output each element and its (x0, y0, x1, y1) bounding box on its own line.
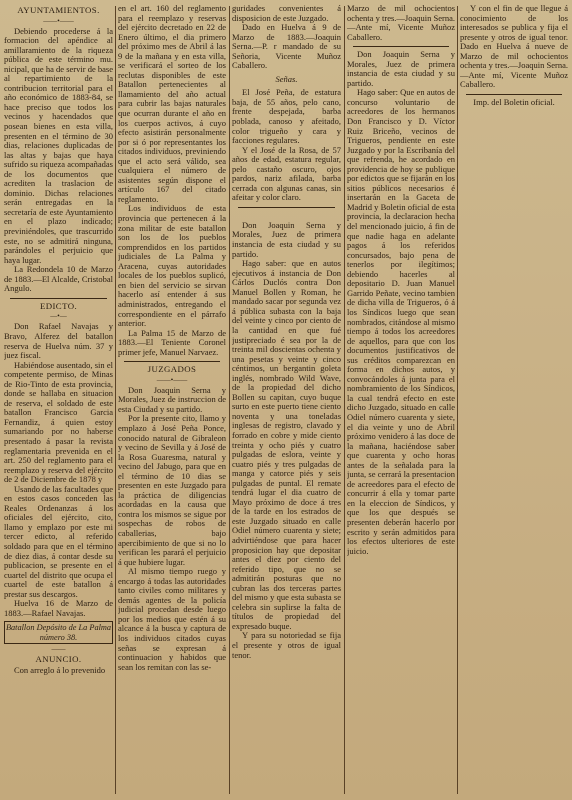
column-5 (460, 4, 568, 796)
ornament-divider: —•— (50, 312, 67, 321)
anuncio-paragraph-continued: en el art. 160 del reglamento para el reemplazo y reservas del ejército decretado en 22 de Enero último, el dia primero del próximo mes de Abril á las 9 de la mañana y en esta villa, se verificará el sorteo de los reclutas disponibles de este Batallon pertenecientes al llamamiento del año actual para cubrir las bajas naturales que ocurran durante el año en los cuerpos activos, á cuyo efecto asistirán personalmente por si ó por representantes los citados individuos, previniendo que el acto será válido, sea cualquiera el número de asistentes según dispone el artículo 167 del citado reglamento. (118, 4, 226, 204)
column-4 (347, 4, 455, 796)
batallon-heading-line: número 38. (39, 632, 78, 642)
juzgado-paragraph: Por la presente cito, llamo y emplazo á José Peña Ponce, conocido natural de Gibraleon y vecino de Sevilla y á José de la Rosa Guaresma, natural y vecino del Jabugo, para que en el término de 10 dias se presenten en este Juzgado para la práctica de diligencias acordadas en la causa que contra los mismos se sigue por sospechas de robos de caballerias, bajo apercibimiento de que si no lo verifican les parará el perjuicio á que hubiere lugar. (118, 413, 226, 567)
anuncio-paragraph: Los individuos de esta provincia que pertenecen á la zona militar de este batallon son los de los pueblos comprendidos en los partidos judiciales de La Palma y Aracena, cuyas autoridades locales de los pueblos suplicó, en bien del servicio se sirvan hacerlo así entender á sus administrados, entregando el correspondiente en el párrafo anterior. (118, 203, 226, 329)
section-title-edicto: EDICTO. (39, 300, 78, 311)
ornament-divider: —— (51, 645, 66, 654)
section-divider (124, 361, 220, 362)
edicto-paragraph: Usando de las facultades que en estos casos conceden las Reales Ordenanzas á los oficiales del ejército, cito, llamo y emplazo por este mi tercer edicto, al referido soldado para que en el término de diez dias, á contar desde su publicacion, se presente en el cuartel del distrito que ocupa el cuartel de este batallon á prestar sus descargos. (4, 483, 113, 599)
batallon-heading-box (4, 621, 113, 644)
anuncio-paragraph: Con arreglo á lo prevenido (14, 665, 106, 675)
senas-heading: Señas. (275, 73, 298, 84)
juzgado-signature: Dado en Huelva á 9 de Marzo de 1883.—Joaquin Serna.—P. r mandado de su Señoria, Vicente Muñoz Caballero. (232, 22, 341, 71)
batallon-heading-line: Batallon Depósito de La Palma (5, 623, 112, 633)
juzgado-paragraph: Al mismo tiempo ruego y encargo á todas las autoridades tanto civiles como militares y demás agentes de la policía judicial procedan desde luego por los medios que estén á su alcance á la busca y captura de los individuos citados cuyas señas se expresan á continuacion y habidos que sean los remitan con las se- (118, 566, 226, 672)
subasta-paragraph: Y para su notoriedad se fija el presente y otros de igual tenor. (232, 630, 341, 660)
ayuntamientos-signature: La Redondela 10 de Marzo de 1883.—El Alcalde, Cristobal Angulo. (4, 264, 113, 294)
concurso-paragraph: Hago saber: Que en autos de concurso voluntario de acreedores de los hermanos Don Francisco y D. Víctor Ruiz Briceño, vecinos de Trigueros, pendiente en este Juzgado y por la Escribanía del que refrenda, he acordado en providencia de hoy se publique por edictos que se fijarán en los sitios públicos necesarios é insertarán en la Gaceta de Madrid y Boletin oficial de esta provincia, la declaracion hecha del mencionado juicio, á fin de que nadie haga en adelante pagos á los referidos concursados, bajo pena de tenerlos por ilegítimos; debiendo hacerles al depositario D. Juan Manuel Garrido Peñate, vecino tambien de dicha villa de Trigueros, ó á los Síndicos luego que sean nombrados, citándose al mismo tiempo á todos los acreedores de aquellos, para que con los documentos justificativos de sus créditos comparezcan en forma en dichos autos, y convocándoles á junta para el nombramiento de los Síndicos, la cual tendrá efecto en este dicho Juzgado, situado en calle Odiel número cuarenta y siete, el dia veinte y uno de Abril próximo venidero á las doce de la mañana, haciéndose saber que cuarenta y ocho horas antes de la señalada para la junta, se cerrará la presentacion de acreedores para el efecto de concurrir á ella y tomar parte en la eleccion de Síndicos, y que los que después se presenten deberán hacerlo por escrito y serán admitidos para los efectos ulteriores de este juicio. (347, 87, 455, 556)
column-rule (457, 6, 458, 794)
ornament-divider: ——•—— (43, 16, 74, 25)
section-title-juzgados: JUZGADOS (147, 364, 197, 375)
subasta-signature-continued: Marzo de mil ochocientos ochenta y tres.—Joaquin Serna.—Ante mí, Vicente Muñoz Caballero. (347, 4, 455, 42)
ornament-divider: ——•—— (156, 375, 188, 384)
ayuntamientos-paragraph: Debiendo procederse á la formacion del apéndice al amillaramiento de la riqueza pública de este término mu. nicipal, que ha de servir de base al repartimiento de la contribucion territorial para el año económico de 1883-84, se hace preciso que todos los vecinos y hacendados que posean bienes en esta villa, presenten en el término de 30 dias, relaciones duplicadas de las altas y bajas que haya sufrido su riqueza acompañadas de los documentos que acrediten la traslacion de dominio. Dichas relaciones serán entregadas en la secretaría de este Ayuntamiento en el plazo indicado; previniéndoles, que trascurrido este, no se admitirá ninguna, parándoles el perjuicio que haya lugar. (4, 25, 113, 265)
senas-paragraph: Y el José de la Rosa, de 57 años de edad, estatura regular, pelo castaño oscuro, ojos pardos, nariz afilada, barba cerrada con algunas canas, sin afeitar y color claro. (232, 144, 341, 203)
section-divider (466, 94, 562, 95)
section-divider (353, 46, 449, 47)
concurso-closing-paragraph: Y con el fin de que llegue á conocimiento de los interesados se publica y fija el presente y otros de igual tenor. Dado en Huelva á nueve de Marzo de mil ochocientos ochenta y tres.—Joaquin Serna.—Ante mí, Vicente Muñoz Caballero. (460, 4, 568, 90)
juzgado-paragraph-continued: guridades convenientes á disposicion de este Juzgado. (232, 4, 341, 23)
section-divider (10, 298, 107, 299)
column-rule (115, 6, 116, 794)
column-rule (344, 6, 345, 794)
juzgado-heading-paragraph: Don Joaquin Serna y Morales, Juez de primera instancia de esta ciudad y su partido. (347, 49, 455, 88)
subasta-paragraph: Hago saber: que en autos ejecutivos á instancia de Don Cárlos Duclós contra Don Manuel Bollen y Roman, he mandado sacar por segunda vez á pública subasta con la baja del veinte y cinco por ciento de la cantidad en que fué justipreciado é sea por la de treinta mil doscientas ochenta y una pesetas y veinte y cinco céntimos, un bergantin goleta inglés, nombrado Wild Wave, de la propiedad del dicho Bollen su capitan, cuyo buque surto en este puerto tiene ciento noventa y una toneladas inglesas de registro, clavado y forrado en cobre y mide ciento treinta y ocho piés y cuatro pulgadas de eslora, veinte y cuatro piés y tres pulgadas de manga y catorce piés y seis pulgadas de puntal. El remate tendrá lugar el dia cuatro de Mayo próximo de doce á tres de la tarde en los estrados de este Juzgado situado en calle Odiel número cuarenta y siete; advirtiéndose que para hacer proposicion hay que depositar antes el diez por ciento del referido tipo, que no se admitirán posturas que no cubran las dos terceras partes del mismo y que esta subasta se celebra sin suplirse la falta de títulos de propiedad del expresado buque. (232, 258, 341, 631)
section-divider (238, 207, 335, 208)
anuncio-signature: La Palma 15 de Marzo de 1883.—El Teniente Coronel primer jefe, Manuel Narvaez. (118, 327, 226, 357)
juzgado-heading-paragraph: Don Joaquin Serna y Morales, Juez de instruccion de esta Ciudad y su partido. (118, 384, 226, 414)
column-2 (118, 4, 226, 796)
column-rule (229, 6, 230, 794)
column-1 (4, 4, 113, 796)
column-3 (232, 4, 341, 796)
section-title-ayuntamientos: AYUNTAMIENTOS. (17, 5, 100, 15)
edicto-paragraph: Habiéndose ausentado, sin el competente permiso, de Minas de Rio-Tinto de esta provincia, donde se hallaba en situacion de reserva, el soldado de este batallon Francisco Garcia Fernandiz, á quien estoy sumariando por no haberse presentado á pasar la revista reglamentaria prevenida en el art. 250 del reglamento para el reemplazo y reserva del ejército de 2 de Diciembre de 1878 y (4, 359, 113, 485)
section-title-anuncio: ANUNCIO. (35, 654, 82, 665)
edicto-signature: Huelva 16 de Marzo de 1883.—Rafael Navajas. (4, 598, 113, 618)
senas-paragraph: El José Peña, de estatura baja, de 55 años, pelo cano, frente despejada, barba poblada, canoso y afeitado, color trigueño y cara y facciones regulares. (232, 87, 341, 146)
imprint-line: Imp. del Boletin oficial. (473, 96, 555, 107)
juzgado-heading-paragraph: Don Joaquin Serna y Morales, Juez de primera instancia de esta ciudad y su partido. (232, 219, 341, 259)
edicto-heading-paragraph: Don Rafael Navajas y Bravo, Alferez del batallon reserva de Huelva núm. 37 y juez fiscal. (4, 321, 113, 361)
